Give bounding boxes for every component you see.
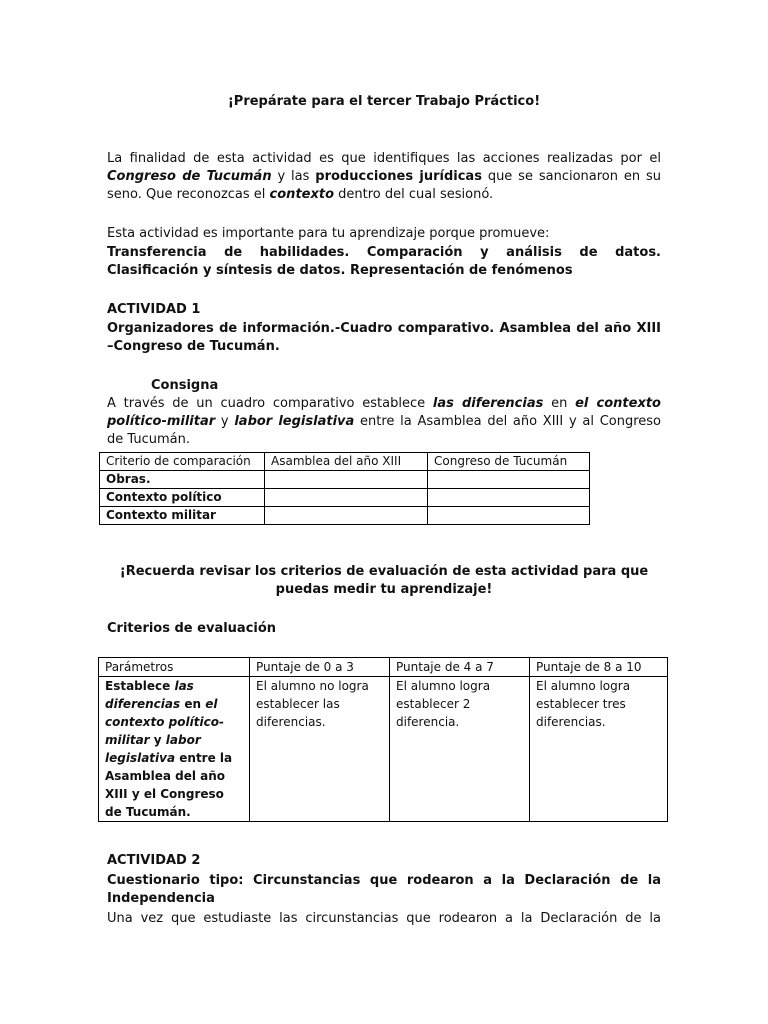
table-row	[100, 507, 590, 525]
criterios-heading: Criterios de evaluación	[107, 621, 277, 636]
skills-list: Transferencia de habilidades. Comparación y análisis de datos. Clasificación y síntesis de datos. Representación de fenómenos	[107, 245, 661, 278]
score-cell: El alumno logra establecer tres diferencias.	[530, 677, 668, 822]
importance-text: Esta actividad es importante para tu aprendizaje porque promueve:	[107, 226, 550, 241]
table-header-row	[99, 658, 668, 677]
actividad2-subtitle: Cuestionario tipo: Circunstancias que rodearon a la Declaración de la Independencia	[107, 873, 661, 906]
table-row	[100, 489, 590, 507]
table-cell: Contexto político	[100, 489, 265, 507]
table-header-row	[100, 453, 590, 471]
table-cell	[428, 507, 590, 525]
reminder-text: ¡Recuerda revisar los criterios de evaluación de esta actividad para que puedas medir tu aprendizaje!	[119, 564, 649, 597]
parameter-cell: Establece las diferencias en el contexto político-militar y labor legislativa entre la Asamblea del año XIII y el Congreso de Tucumán.	[99, 677, 250, 822]
table-header: Congreso de Tucumán	[428, 453, 590, 471]
rubric-table	[98, 657, 668, 822]
table-cell	[265, 489, 428, 507]
table-header: Parámetros	[99, 658, 250, 677]
table-cell: Obras.	[100, 471, 265, 489]
table-header: Puntaje de 8 a 10	[530, 658, 668, 677]
table-cell	[428, 489, 590, 507]
consigna-text: A través de un cuadro comparativo establece las diferencias en el contexto político-militar y labor legislativa entre la Asamblea del año XIII y al Congreso de Tucumán.	[107, 396, 661, 447]
score-cell: El alumno logra establecer 2 diferencia.	[390, 677, 530, 822]
comparison-table	[99, 452, 590, 525]
score-cell: El alumno no logra establecer las diferencias.	[250, 677, 390, 822]
page-title: ¡Prepárate para el tercer Trabajo Práctico!	[227, 94, 541, 109]
actividad2-text: Una vez que estudiaste las circunstancias que rodearon a la Declaración de la	[107, 911, 661, 926]
actividad1-subtitle: Organizadores de información.-Cuadro comparativo. Asamblea del año XIII –Congreso de Tucumán.	[107, 321, 661, 354]
intro-paragraph: La finalidad de esta actividad es que identifiques las acciones realizadas por el Congreso de Tucumán y las producciones jurídicas que se sancionaron en su seno. Que reconozcas el contexto dentro del cual sesionó.	[107, 151, 661, 202]
table-row	[99, 677, 668, 822]
table-header: Criterio de comparación	[100, 453, 265, 471]
actividad1-heading: ACTIVIDAD 1	[107, 302, 201, 317]
table-cell	[428, 471, 590, 489]
table-cell: Contexto militar	[100, 507, 265, 525]
consigna-label: Consigna	[151, 378, 219, 393]
table-header: Puntaje de 4 a 7	[390, 658, 530, 677]
table-cell	[265, 507, 428, 525]
table-row	[100, 471, 590, 489]
table-cell	[265, 471, 428, 489]
table-header: Asamblea del año XIII	[265, 453, 428, 471]
table-header: Puntaje de 0 a 3	[250, 658, 390, 677]
actividad2-heading: ACTIVIDAD 2	[107, 853, 201, 868]
